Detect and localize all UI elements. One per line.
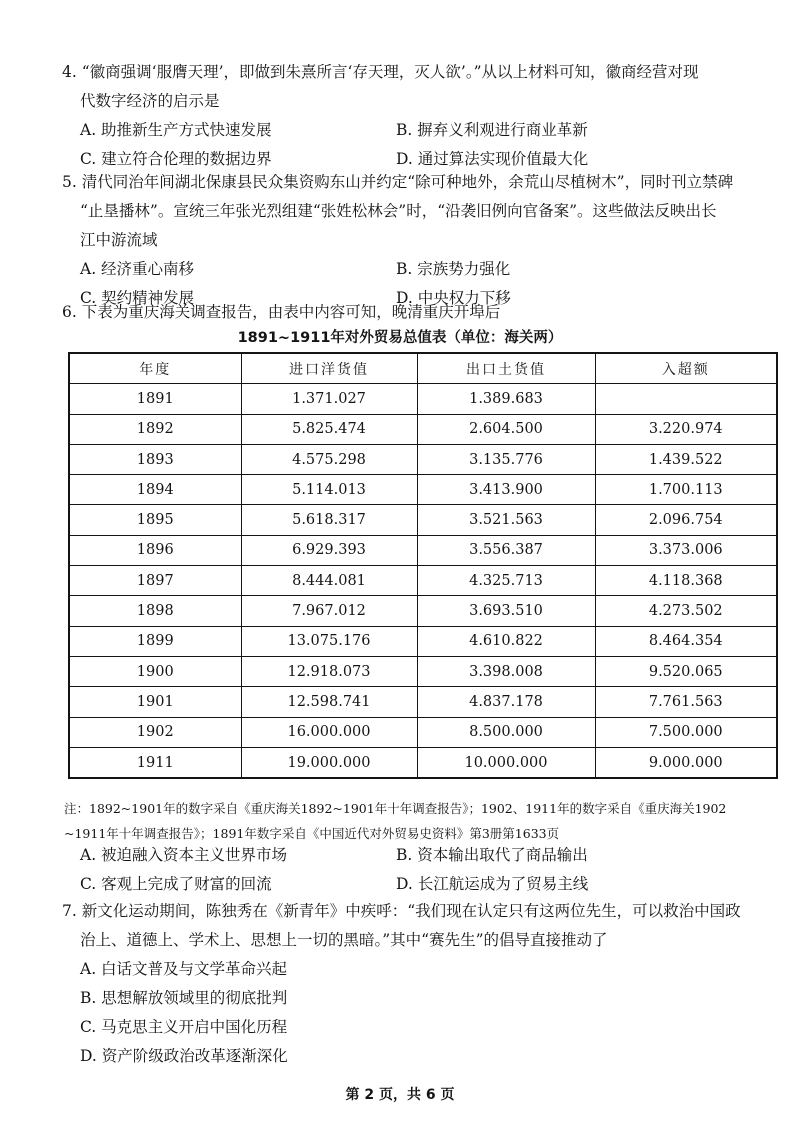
- option-b[interactable]: B. 思想解放领域里的彻底批判: [80, 989, 288, 1007]
- cell-import: 4.575.298: [241, 444, 417, 474]
- cell-year: 1897: [69, 566, 241, 596]
- table-row: [69, 717, 777, 747]
- cell-deficit: 9.000.000: [595, 747, 777, 778]
- cell-import: 12.918.073: [241, 656, 417, 686]
- table-row: [69, 747, 777, 778]
- question-5-stem-line-2: “止垦播林”。宣统三年张光烈组建“张姓松林会”时，“沿袭旧例向官备案”。这些做法反映出长: [80, 202, 717, 220]
- option-c[interactable]: C. 马克思主义开启中国化历程: [80, 1018, 288, 1036]
- cell-deficit: 8.464.354: [595, 626, 777, 656]
- cell-import: 7.967.012: [241, 596, 417, 626]
- cell-year: 1900: [69, 656, 241, 686]
- cell-export: 3.413.900: [417, 475, 595, 505]
- cell-export: 3.135.776: [417, 444, 595, 474]
- cell-deficit: 4.273.502: [595, 596, 777, 626]
- question-4-stem-line-2: 代数字经济的启示是: [80, 92, 220, 110]
- cell-import: 5.114.013: [241, 475, 417, 505]
- trade-table: [68, 352, 778, 779]
- cell-export: 2.604.500: [417, 414, 595, 444]
- cell-import: 1.371.027: [241, 384, 417, 414]
- cell-import: 16.000.000: [241, 717, 417, 747]
- question-7-options: [62, 955, 758, 1071]
- option-d[interactable]: D. 资产阶级政治改革逐渐深化: [80, 1047, 288, 1065]
- cell-year: 1911: [69, 747, 241, 778]
- option-a[interactable]: A. 助推新生产方式快速发展: [80, 121, 272, 139]
- cell-deficit: 2.096.754: [595, 505, 777, 535]
- option-b[interactable]: B. 资本输出取代了商品输出: [396, 846, 588, 864]
- question-4-stem-line-1: 4. “徽商强调‘服膺天理’，即做到朱熹所言‘存天理，灭人欲’。”从以上材料可知，徽商经营对现: [62, 63, 699, 81]
- cell-export: 3.693.510: [417, 596, 595, 626]
- cell-year: 1892: [69, 414, 241, 444]
- table-row: [69, 535, 777, 565]
- cell-deficit: [595, 384, 777, 414]
- cell-export: 4.837.178: [417, 687, 595, 717]
- cell-deficit: 1.439.522: [595, 444, 777, 474]
- cell-export: 4.610.822: [417, 626, 595, 656]
- question-6-stem: 6. 下表为重庆海关调查报告，由表中内容可知，晚清重庆开埠后: [62, 303, 501, 321]
- table-row: [69, 566, 777, 596]
- table-row: [69, 687, 777, 717]
- question-7-stem-line-1: 7. 新文化运动期间，陈独秀在《新青年》中疾呼：“我们现在认定只有这两位先生，可以救治中国政: [62, 902, 741, 920]
- cell-import: 8.444.081: [241, 566, 417, 596]
- table-row: [69, 475, 777, 505]
- table-row: [69, 505, 777, 535]
- question-7-stem-line-2: 治上、道德上、学术上、思想上一切的黑暗。”其中“赛先生”的倡导直接推动了: [80, 931, 608, 949]
- option-b[interactable]: B. 宗族势力强化: [396, 260, 511, 278]
- cell-export: 3.556.387: [417, 535, 595, 565]
- cell-deficit: 9.520.065: [595, 656, 777, 686]
- table-row: [69, 414, 777, 444]
- table-row: [69, 384, 777, 414]
- table-row: [69, 444, 777, 474]
- cell-import: 12.598.741: [241, 687, 417, 717]
- cell-deficit: 3.373.006: [595, 535, 777, 565]
- cell-year: 1898: [69, 596, 241, 626]
- option-b[interactable]: B. 摒弃义利观进行商业革新: [396, 121, 588, 139]
- header-year: 年度: [69, 353, 241, 384]
- cell-year: 1893: [69, 444, 241, 474]
- question-5: [62, 168, 758, 313]
- cell-deficit: 1.700.113: [595, 475, 777, 505]
- header-import: 进口洋货值: [241, 353, 417, 384]
- option-c[interactable]: C. 客观上完成了财富的回流: [80, 875, 272, 893]
- header-deficit: 入超额: [595, 353, 777, 384]
- cell-export: 8.500.000: [417, 717, 595, 747]
- cell-deficit: 3.220.974: [595, 414, 777, 444]
- cell-export: 1.389.683: [417, 384, 595, 414]
- table-note-line-1: 注：1892~1901年的数字采自《重庆海关1892~1901年十年调查报告》；1902、1911年的数字采自《重庆海关1902: [64, 801, 727, 816]
- cell-export: 4.325.713: [417, 566, 595, 596]
- table-row: [69, 656, 777, 686]
- cell-year: 1901: [69, 687, 241, 717]
- table-row: [69, 596, 777, 626]
- header-export: 出口土货值: [417, 353, 595, 384]
- cell-year: 1902: [69, 717, 241, 747]
- cell-import: 5.618.317: [241, 505, 417, 535]
- cell-year: 1894: [69, 475, 241, 505]
- option-d[interactable]: D. 中央权力下移: [396, 289, 511, 307]
- table-note: [64, 796, 762, 846]
- table-note-line-2: ~1911年十年调查报告》；1891年数字采自《中国近代对外贸易史资料》第3册第1633页: [64, 826, 560, 841]
- cell-import: 19.000.000: [241, 747, 417, 778]
- question-5-stem-line-3: 江中游流域: [80, 231, 158, 249]
- cell-import: 6.929.393: [241, 535, 417, 565]
- question-6: [62, 298, 758, 327]
- cell-export: 3.521.563: [417, 505, 595, 535]
- table-row: [69, 626, 777, 656]
- option-a[interactable]: A. 被迫融入资本主义世界市场: [80, 846, 288, 864]
- cell-deficit: 4.118.368: [595, 566, 777, 596]
- cell-year: 1891: [69, 384, 241, 414]
- cell-import: 13.075.176: [241, 626, 417, 656]
- cell-year: 1899: [69, 626, 241, 656]
- cell-export: 10.000.000: [417, 747, 595, 778]
- cell-deficit: 7.761.563: [595, 687, 777, 717]
- option-a[interactable]: A. 经济重心南移: [80, 260, 195, 278]
- option-d[interactable]: D. 长江航运成为了贸易主线: [396, 875, 589, 893]
- question-6-options: [62, 841, 758, 899]
- question-5-stem-line-1: 5. 清代同治年间湖北保康县民众集资购东山并约定“除可种地外，余荒山尽植树木”，同时刊立禁碑: [62, 173, 734, 191]
- question-6-options-block: [62, 841, 758, 899]
- cell-import: 5.825.474: [241, 414, 417, 444]
- table-header-row: [69, 353, 777, 384]
- cell-year: 1895: [69, 505, 241, 535]
- cell-year: 1896: [69, 535, 241, 565]
- option-c[interactable]: C. 建立符合伦理的数据边界: [80, 150, 272, 168]
- cell-deficit: 7.500.000: [595, 717, 777, 747]
- cell-export: 3.398.008: [417, 656, 595, 686]
- page-footer: 第 2 页，共 6 页: [345, 1087, 455, 1103]
- option-d[interactable]: D. 通过算法实现价值最大化: [396, 150, 589, 168]
- table-body: [69, 384, 777, 778]
- table-title: 1891~1911年对外贸易总值表（单位：海关两）: [237, 330, 563, 346]
- question-4: [62, 58, 758, 174]
- option-a[interactable]: A. 白话文普及与文学革命兴起: [80, 960, 288, 978]
- question-4-options: [62, 116, 758, 174]
- option-c[interactable]: C. 契约精神发展: [80, 289, 195, 307]
- question-7: [62, 897, 758, 1071]
